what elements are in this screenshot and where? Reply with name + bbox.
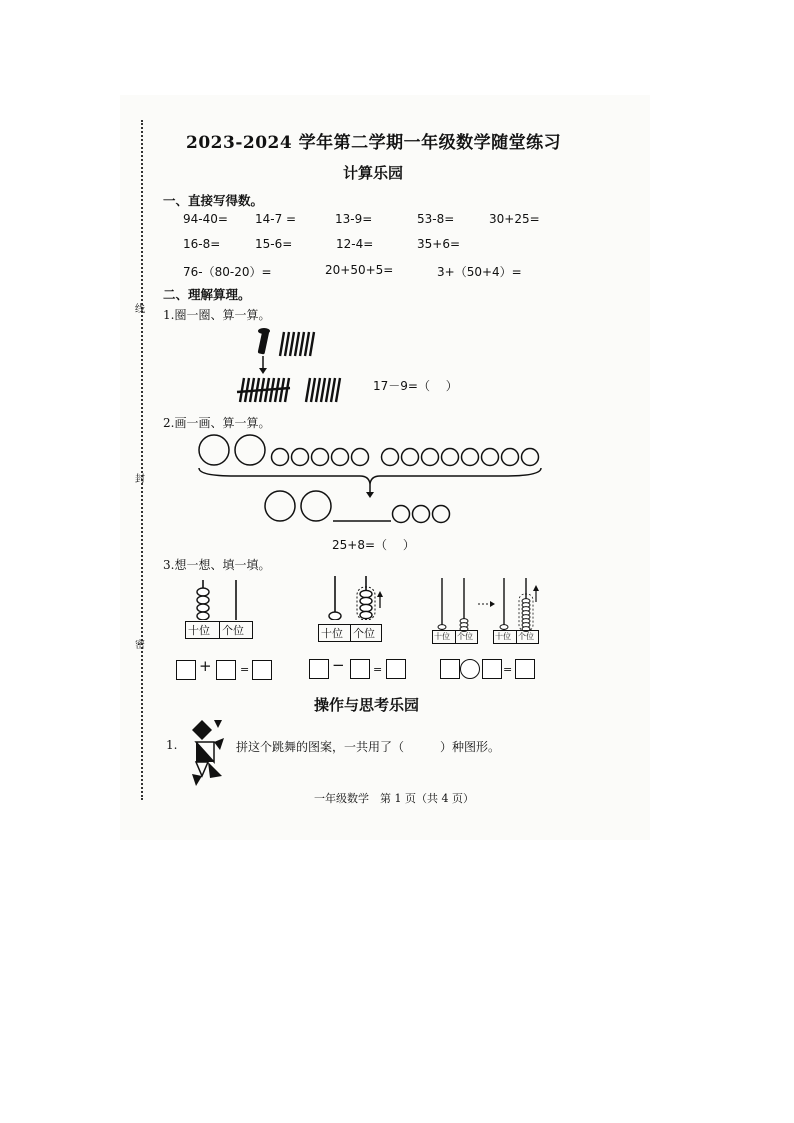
arith-item: 12-4= [336,237,374,251]
arith-item: 3+（50+4）= [437,265,522,279]
q2-label: 2.画一画、算一算。 [163,416,271,430]
place-value-board [493,630,539,644]
plus-sign: + [199,657,212,675]
answer-box[interactable] [252,660,272,680]
equals-sign: = [503,663,513,676]
q1-label: 1.圈一圈、算一算。 [163,308,271,322]
equals-sign: = [240,663,250,676]
tens-label: 十位 [321,627,343,640]
ops-q1-text: 拼这个跳舞的图案，一共用了（ ）种图形。 [236,740,501,754]
binding-dotted-line [141,120,143,800]
tangram-dancer [188,718,230,788]
answer-box[interactable] [386,659,406,679]
part1-heading: 一、直接写得数。 [163,193,264,208]
tens-label: 十位 [434,632,450,641]
answer-box[interactable] [350,659,370,679]
minus-sign: − [332,656,345,674]
abacus-2 [318,574,388,620]
arith-item: 76-（80-20）= [183,265,272,279]
answer-box[interactable] [482,659,502,679]
arith-item: 35+6= [417,237,461,251]
margin-label-line: 线 [135,304,145,315]
answer-box[interactable] [515,659,535,679]
answer-box[interactable] [176,660,196,680]
arith-item: 53-8= [417,212,455,226]
margin-label-seal: 封 [135,474,145,485]
arith-item: 15-6= [255,237,293,251]
q3-label: 3.想一想、填一填。 [163,558,271,572]
tens-label: 十位 [495,632,511,641]
abacus-3 [432,574,542,632]
answer-box[interactable] [216,660,236,680]
tens-label: 十位 [188,624,210,637]
arith-item: 30+25= [489,212,540,226]
equals-sign: = [373,663,383,676]
ones-label: 个位 [457,632,473,641]
q1-equation: 17－9=（ ） [373,379,458,393]
ones-label: 个位 [518,632,534,641]
arith-item: 14-7 = [255,212,297,226]
sticks-illustration [232,322,352,406]
arith-item: 16-8= [183,237,221,251]
part2-heading: 二、理解算理。 [163,287,251,302]
ones-label: 个位 [350,625,375,641]
page-title: 2023-2024 学年第二学期一年级数学随堂练习 [186,133,562,153]
arith-item: 20+50+5= [325,263,394,277]
arith-item: 13-9= [335,212,373,226]
ops-q1-number: 1. [166,738,178,752]
place-value-board [318,624,382,642]
place-value-board [432,630,478,644]
arith-item: 94-40= [183,212,228,226]
answer-box[interactable] [440,659,460,679]
place-value-board [185,621,253,639]
operator-circle[interactable] [460,659,480,679]
section-heading-calc: 计算乐园 [343,164,404,182]
answer-box[interactable] [309,659,329,679]
ones-label: 个位 [219,622,244,638]
section-heading-ops: 操作与思考乐园 [314,696,420,714]
margin-label-secret: 密 [135,640,145,651]
circles-diagram [195,432,545,532]
q2-equation: 25+8=（ ） [332,538,415,552]
page-footer: 一年级数学 第 1 页（共 4 页） [314,792,474,805]
abacus-1 [185,578,255,620]
